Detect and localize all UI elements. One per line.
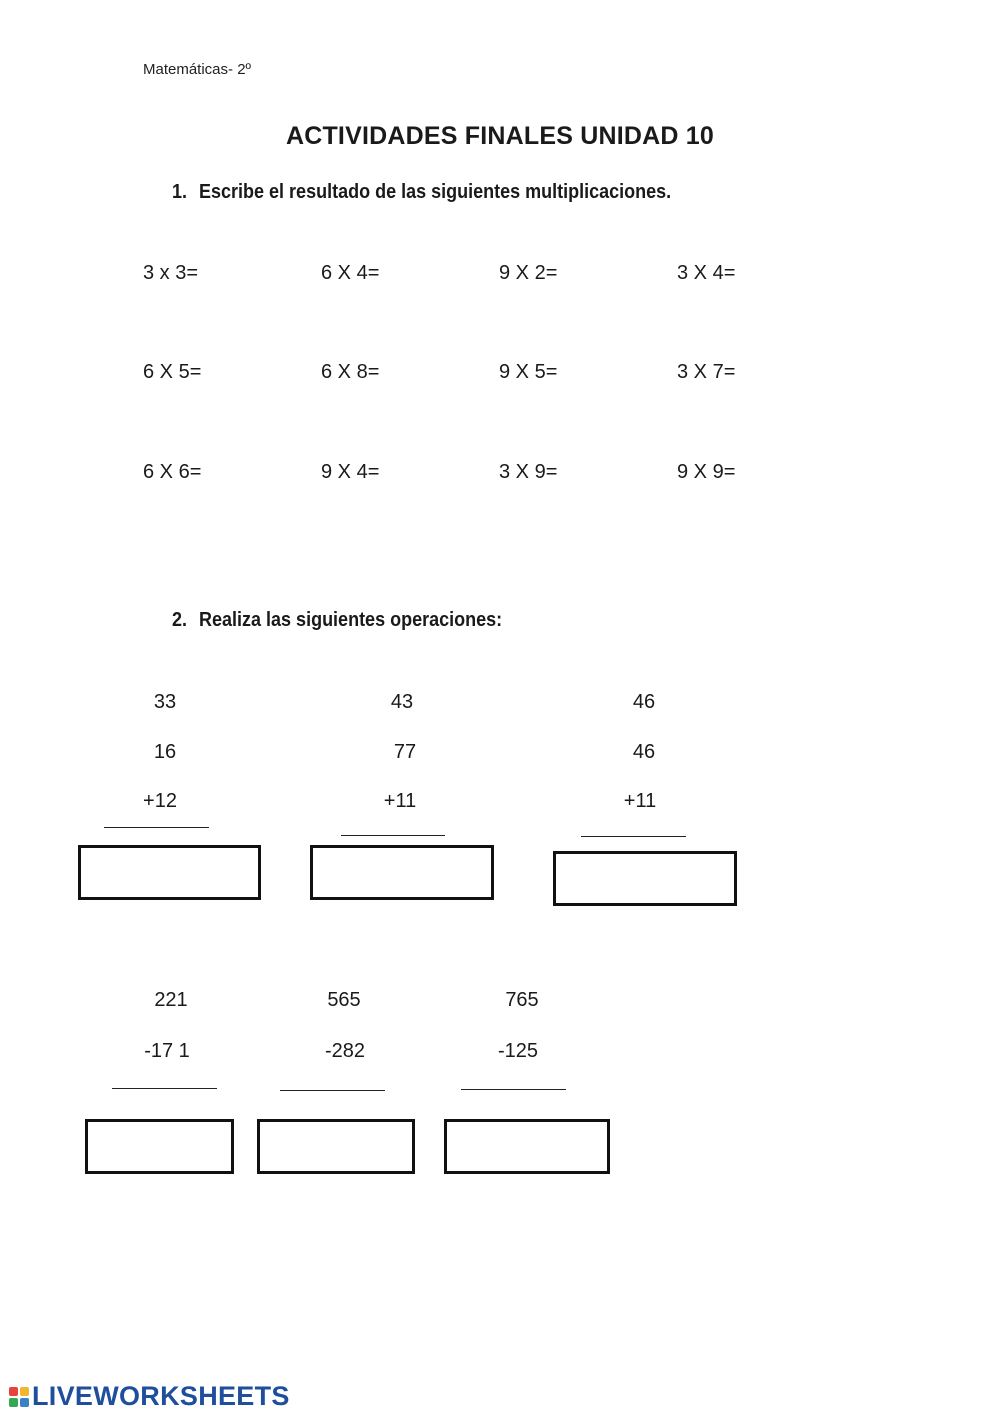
multiplication-item: 6 X 8= — [321, 361, 380, 383]
multiplication-item: 9 X 4= — [321, 461, 380, 483]
page-title: ACTIVIDADES FINALES UNIDAD 10 — [285, 122, 715, 150]
addition-3-answer-box[interactable] — [553, 851, 737, 906]
subtraction-3-line — [461, 1089, 566, 1090]
addition-2-addend-2: 77 — [393, 741, 417, 763]
logo-square-red — [9, 1387, 18, 1396]
liveworksheets-logo-text: LIVEWORKSHEETS — [32, 1381, 290, 1411]
addition-2-line — [341, 835, 445, 836]
addition-3-line — [581, 836, 686, 837]
liveworksheets-logo-icon — [8, 1386, 30, 1408]
addition-1-addend-3: +12 — [143, 790, 177, 812]
addition-3-addend-1: 46 — [632, 691, 656, 713]
multiplication-item: 6 X 4= — [321, 262, 380, 284]
question-2-text: Realiza las siguientes operaciones: — [199, 609, 503, 631]
multiplication-item: 3 X 9= — [499, 461, 558, 483]
logo-square-blue — [20, 1398, 29, 1407]
question-1-number: 1. — [172, 181, 188, 203]
addition-3-addend-3: +11 — [623, 790, 657, 812]
multiplication-item: 3 X 7= — [677, 361, 736, 383]
subtraction-3-subtrahend: -125 — [497, 1040, 539, 1062]
addition-3-addend-2: 46 — [632, 741, 656, 763]
addition-2-answer-box[interactable] — [310, 845, 494, 900]
subject-label: Matemáticas- 2º — [143, 61, 252, 78]
addition-1-line — [104, 827, 209, 828]
addition-1-addend-2: 16 — [153, 741, 177, 763]
question-1-text: Escribe el resultado de las siguientes multiplicaciones. — [199, 181, 672, 203]
liveworksheets-logo[interactable] — [8, 1381, 290, 1412]
subtraction-2-subtrahend: -282 — [324, 1040, 366, 1062]
addition-1-addend-1: 33 — [153, 691, 177, 713]
multiplication-item: 9 X 5= — [499, 361, 558, 383]
question-1-heading — [172, 181, 671, 204]
subtraction-2-line — [280, 1090, 385, 1091]
subtraction-1-line — [112, 1088, 217, 1089]
multiplication-item: 3 x 3= — [143, 262, 199, 284]
addition-2-addend-1: 43 — [390, 691, 414, 713]
multiplication-item: 9 X 9= — [677, 461, 736, 483]
logo-square-yellow — [20, 1387, 29, 1396]
addition-2-addend-3: +11 — [383, 790, 417, 812]
question-2-heading — [172, 609, 502, 632]
multiplication-item: 3 X 4= — [677, 262, 736, 284]
question-2-number: 2. — [172, 609, 188, 631]
multiplication-item: 6 X 5= — [143, 361, 202, 383]
subtraction-1-minuend: 221 — [154, 989, 188, 1011]
subtraction-3-minuend: 765 — [505, 989, 539, 1011]
subtraction-2-answer-box[interactable] — [257, 1119, 415, 1174]
subtraction-2-minuend: 565 — [327, 989, 361, 1011]
addition-1-answer-box[interactable] — [78, 845, 261, 900]
multiplication-item: 6 X 6= — [143, 461, 202, 483]
multiplication-item: 9 X 2= — [499, 262, 558, 284]
subtraction-1-answer-box[interactable] — [85, 1119, 234, 1174]
logo-square-green — [9, 1398, 18, 1407]
subtraction-1-subtrahend: -17 1 — [144, 1040, 190, 1062]
subtraction-3-answer-box[interactable] — [444, 1119, 610, 1174]
